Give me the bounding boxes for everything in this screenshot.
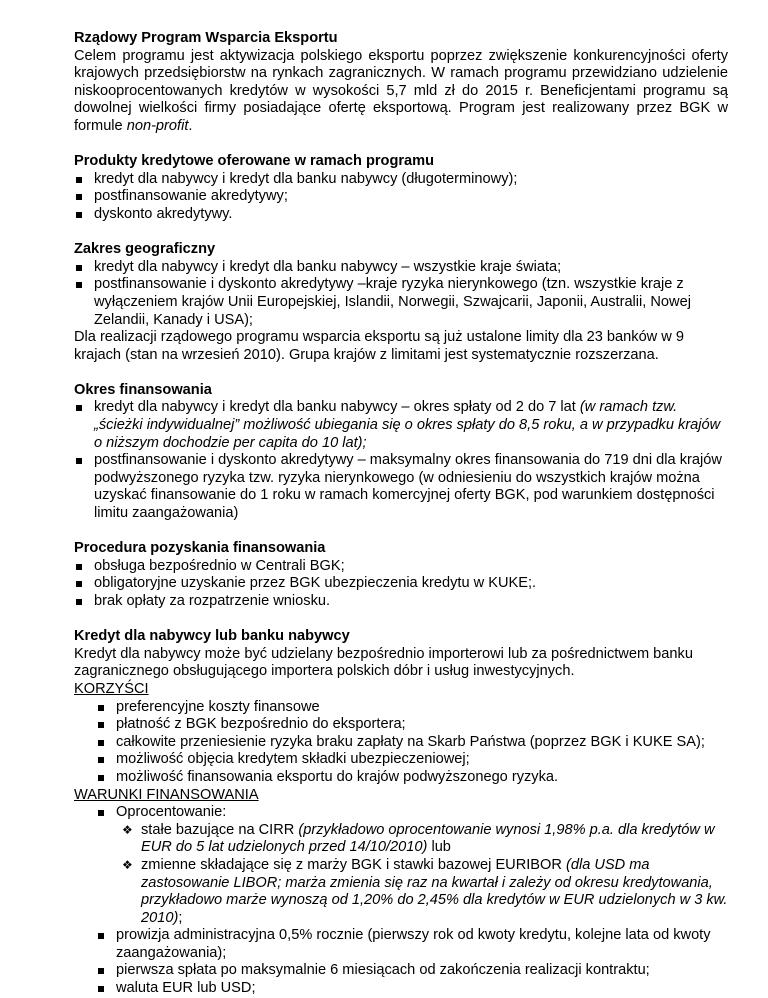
list-item: brak opłaty za rozpatrzenie wniosku. <box>74 593 728 611</box>
period-list <box>74 399 728 522</box>
list-item: prowizja administracyjna 0,5% rocznie (pierwszy rok od kwoty kredytu, kolejne lata od kwoty zaangażowania); <box>74 927 728 962</box>
program-intro: Celem programu jest aktywizacja polskiego eksportu poprzez zwiększenie konkurencyjności oferty krajowych przedsiębiorstw na rynkach zagranicznych. W ramach programu przewidziano udzielenie niskooprocentowanych kredytów w wysokości 5,7 mld zł do 2015 r. Beneficjentami programu są dowolnej wielkości firmy posiadające ofertę eksportową. Program jest realizowany przez BGK w formule non-profit. <box>74 47 728 134</box>
geo-list <box>74 259 728 329</box>
geo-note: Dla realizacji rządowego programu wsparcia eksportu są już ustalone limity dla 23 banków w 9 krajach (stan na wrzesień 2010). Grupa krajów z limitami jest systematycznie rozszerzana. <box>74 329 684 363</box>
list-item: waluta EUR lub USD; <box>74 980 728 998</box>
benefits-list <box>74 699 728 787</box>
list-item: postfinansowanie i dyskonto akredytywy –kraje ryzyka nierynkowego (tzn. wszystkie kraje z wyłączeniem krajów Unii Europejskiej, Islandii, Norwegii, Szwajcarii, Japonii, Australii, Nowej Zelandii, Kanady i USA); <box>74 276 728 329</box>
geo-title: Zakres geograficzny <box>74 241 216 258</box>
list-item: ❖ zmienne składające się z marży BGK i stawki bazowej EURIBOR (dla USD ma zastosowanie LIBOR; marża zmienia się raz na kwartał i zależy od okresu kredytowania, przykładowo marże wynoszą od 1,20% do 2,45% dla kredytów w EUR udzielonych w 3 kw. 2010); <box>74 857 728 927</box>
list-item: możliwość finansowania eksportu do krajów podwyższonego ryzyka. <box>74 769 728 787</box>
buyer-credit-title: Kredyt dla nabywcy lub banku nabywcy <box>74 628 350 645</box>
list-item: kredyt dla nabywcy i kredyt dla banku nabywcy – wszystkie kraje świata; <box>74 259 728 277</box>
program-title: Rządowy Program Wsparcia Eksportu <box>74 30 338 46</box>
terms-heading: WARUNKI FINANSOWANIA <box>74 786 259 803</box>
interest-sublist <box>74 822 728 928</box>
list-item: kredyt dla nabywcy i kredyt dla banku nabywcy (długoterminowy); <box>74 171 728 189</box>
buyer-credit-intro: Kredyt dla nabywcy może być udzielany bezpośrednio importerowi lub za pośrednictwem banku zagranicznego obsługującego importera polskich dóbr i usług inwestycyjnych. <box>74 645 693 680</box>
list-item: możliwość objęcia kredytem składki ubezpieczeniowej; <box>74 751 728 769</box>
procedure-list <box>74 558 728 611</box>
list-item: Oprocentowanie: ❖ stałe bazujące na CIRR (przykładowo oprocentowanie wynosi 1,98% p.a. dla kredytów w EUR do 5 lat udzielonych przed 14/10/2010) lub ❖ zmienne składające się z marży BGK i stawki bazowej EURIBOR (dla USD ma zastosowanie LIBOR; marża zmienia się raz na kwartał i zależy od okresu kredytowania, przykładowo marże wynoszą od 1,20% do 2,45% dla kredytów w EUR udzielonych w 3 kw. 2010); <box>74 804 728 927</box>
list-item: dyskonto akredytywy. <box>74 206 728 224</box>
benefits-heading: KORZYŚCI <box>74 680 149 697</box>
list-item: obligatoryjne uzyskanie przez BGK ubezpieczenia kredytu w KUKE;. <box>74 575 728 593</box>
procedure-title: Procedura pozyskania finansowania <box>74 540 326 557</box>
list-item: kredyt dla nabywcy i kredyt dla banku nabywcy – okres spłaty od 2 do 7 lat (w ramach tzw. „ścieżki indywidualnej” możliwość ubiegania się o okres spłaty do 8,5 roku, a w przypadku krajów o niższym dochodzie per capita do 10 lat); <box>74 399 728 452</box>
products-title: Produkty kredytowe oferowane w ramach programu <box>74 153 435 170</box>
list-item: preferencyjne koszty finansowe <box>74 699 728 717</box>
period-title: Okres finansowania <box>74 381 212 398</box>
list-item: pierwsza spłata po maksymalnie 6 miesiącach od zakończenia realizacji kontraktu; <box>74 962 728 980</box>
terms-list <box>74 804 728 998</box>
list-item: postfinansowanie akredytywy; <box>74 188 728 206</box>
products-list <box>74 171 728 224</box>
list-item: całkowite przeniesienie ryzyka braku zapłaty na Skarb Państwa (poprzez BGK i KUKE SA); <box>74 734 728 752</box>
list-item: ❖ stałe bazujące na CIRR (przykładowo oprocentowanie wynosi 1,98% p.a. dla kredytów w EUR do 5 lat udzielonych przed 14/10/2010) lub <box>74 822 728 857</box>
list-item: płatność z BGK bezpośrednio do eksportera; <box>74 716 728 734</box>
list-item: postfinansowanie i dyskonto akredytywy – maksymalny okres finansowania do 719 dni dla krajów podwyższonego ryzyka tzw. ryzyka nierynkowego (w odniesieniu do wszystkich krajów można uzyskać finansowanie do 1 roku w ramach komercyjnej oferty BGK, pod warunkiem dostępności limitu zaangażowania) <box>74 452 728 522</box>
list-item: obsługa bezpośrednio w Centrali BGK; <box>74 558 728 576</box>
